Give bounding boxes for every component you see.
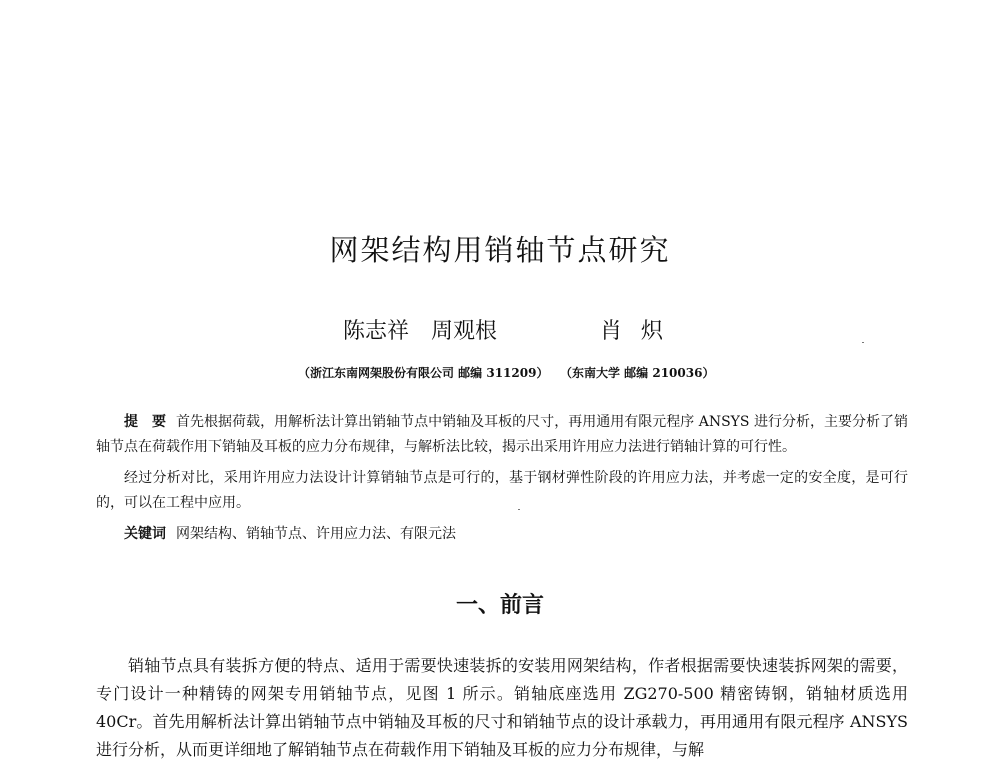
scan-speck — [518, 509, 520, 510]
affiliation-2: （东南大学 邮编 210036） — [560, 366, 715, 380]
author-group-2: 肖 炽 — [600, 319, 669, 344]
affiliation-1: （浙江东南网架股份有限公司 邮编 311209） — [298, 366, 549, 380]
paper-title: 网架结构用销轴节点研究 — [329, 233, 671, 267]
section-heading: 一、前言 — [455, 593, 544, 618]
keywords-label: 关键词 — [124, 526, 166, 542]
body-paragraph-1: 销轴节点具有装拆方便的特点、适用于需要快速装拆的安装用网架结构，作者根据需要快速装拆网架的需要，专门设计一种精铸的网架专用销轴节点，见图 1 所示。销轴底座选用 ZG270-500 精密铸钢，销轴材质选用 40Cr。首先用解析法计算出销轴节点中销轴及耳板的尺寸和销轴节点的设计承载力，再用通用有限元程序 ANSYS 进行分析，从而更详细地了解销轴节点在荷载作用下销轴及耳板的应力分布规律，与解 — [96, 656, 908, 759]
scan-speck — [862, 342, 864, 343]
author-group-1: 陈志祥 周观根 — [343, 319, 498, 344]
abstract-text-1: 首先根据荷载，用解析法计算出销轴节点中销轴及耳板的尺寸，再用通用有限元程序 ANSYS 进行分析，主要分析了销轴节点在荷载作用下销轴及耳板的应力分布规律，与解析法比较，揭示出采用许用应力法进行销轴计算的可行性。 — [96, 414, 909, 455]
keywords-text: 网架结构、销轴节点、许用应力法、有限元法 — [176, 526, 456, 542]
keywords-line — [96, 522, 908, 547]
abstract-label: 提 要 — [124, 414, 167, 430]
abstract-paragraph-1 — [96, 410, 908, 460]
abstract-paragraph-2: 经过分析对比，采用许用应力法设计计算销轴节点是可行的，基于钢材弹性阶段的许用应力法，并考虑一定的安全度，是可行的，可以在工程中应用。 — [96, 470, 908, 511]
